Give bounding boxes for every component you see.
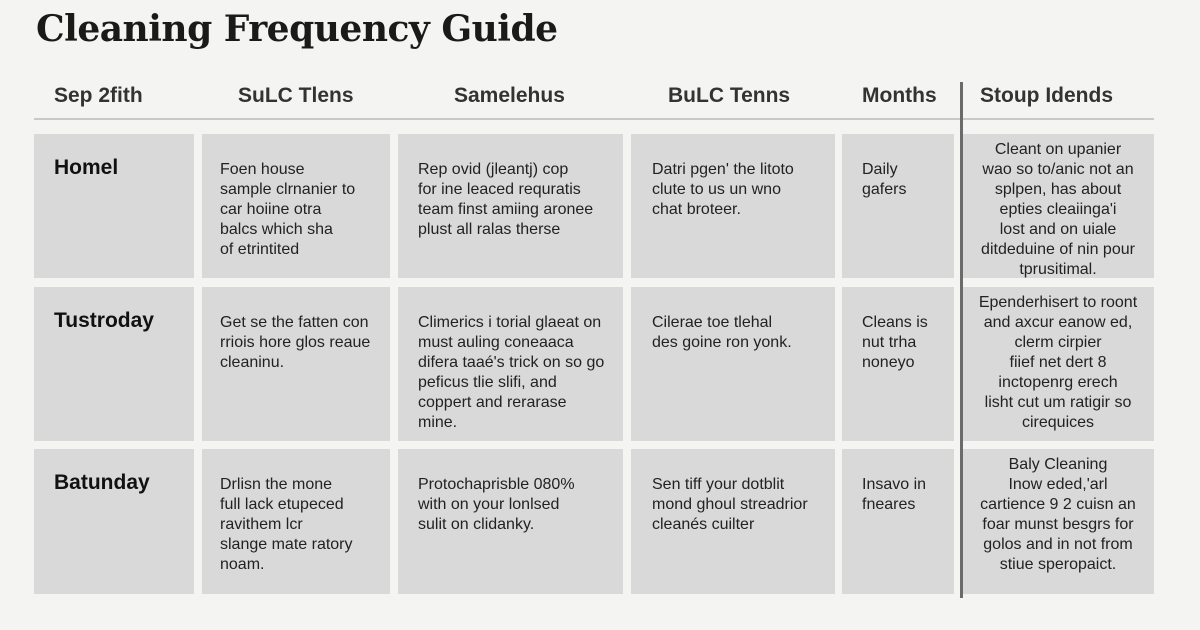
cell-text-line: with on your lonlsed	[418, 496, 560, 513]
cell-text-line: golos and in not from	[983, 536, 1133, 553]
cell-text-line: fneares	[862, 496, 916, 513]
table-cell	[631, 134, 835, 278]
cell-text-line: Inow eded,'arl	[1008, 476, 1108, 493]
cell-text-line: and axcur eanow ed,	[983, 314, 1133, 331]
row-label-cell	[34, 134, 194, 278]
cell-text-line: mond ghoul streadrior	[652, 496, 808, 513]
cell-text-line: Drlisn the mone	[220, 476, 333, 493]
cell-text-line: Cleans is	[862, 314, 928, 331]
table-cell	[202, 287, 390, 441]
cell-text-line: des goine ron yonk.	[652, 334, 792, 351]
table-cell	[631, 449, 835, 594]
cell-text-line: cleaninu.	[220, 354, 285, 371]
cell-text-line: inctopenrg erech	[998, 374, 1118, 391]
column-divider	[960, 82, 963, 598]
table-cell	[962, 134, 1154, 278]
cell-text-line: wao so to/anic not an	[982, 161, 1134, 178]
cell-text-line: team finst amiing aronee	[418, 201, 594, 218]
column-header-1: Sep 2fith	[54, 84, 143, 107]
cell-text-line: Foen house	[220, 161, 305, 178]
cell-text-line: clute to us un wno	[652, 181, 781, 198]
table-cell	[962, 449, 1154, 594]
table-cell	[842, 449, 954, 594]
row-label-cell	[34, 449, 194, 594]
cell-text-line: peficus tlie slifi, and	[418, 374, 557, 391]
cell-text-line: lost and on uiale	[999, 221, 1117, 238]
cell-text-line: foar munst besgrs for	[982, 516, 1134, 533]
cell-text-line: balcs which sha	[220, 221, 333, 238]
table-cell	[202, 134, 390, 278]
table-cell	[962, 287, 1154, 441]
cell-text-line: for ine leaced requratis	[418, 181, 581, 198]
cell-text-line: clerm cirpier	[1014, 334, 1102, 351]
column-header-3: Samelehus	[454, 84, 565, 107]
column-header-4: BuLC Tenns	[668, 84, 791, 107]
cell-text-line: Datri pgen' the litoto	[652, 161, 794, 178]
cell-text-line: Rep ovid (jleantj) cop	[418, 161, 569, 178]
cell-text-line: slange mate ratory	[220, 536, 353, 553]
page-title: Cleaning Frequency Guide	[36, 8, 558, 50]
cell-text-line: cleanés cuilter	[652, 516, 755, 533]
cell-text-line: noam.	[220, 556, 265, 573]
cell-text-line: stiue speropaict.	[999, 556, 1117, 573]
cell-text-line: Baly Cleaning	[1008, 456, 1108, 473]
cell-text-line: sample clrnanier to	[220, 181, 356, 198]
cell-text-line: Climerics i torial glaeat on	[418, 314, 602, 331]
cell-text-line: Insavo in	[862, 476, 927, 493]
row-label: Tustroday	[54, 309, 154, 332]
column-header-5: Months	[862, 84, 937, 107]
cell-text-line: difera taaé's trick on so go	[418, 354, 605, 371]
table-cell	[631, 287, 835, 441]
table-cell	[842, 287, 954, 441]
row-label-cell	[34, 287, 194, 441]
cell-text-line: gafers	[862, 181, 907, 198]
cell-text-line: lisht cut um ratigir so	[984, 394, 1132, 411]
table-cell	[398, 287, 623, 441]
row-label: Homel	[54, 156, 119, 179]
cell-text-line: Cilerae toe tlehal	[652, 314, 773, 331]
cell-text-line: ravithem lcr	[220, 516, 303, 533]
cell-text-line: Protochaprisble 080%	[418, 476, 575, 493]
cell-text-line: plust all ralas therse	[418, 221, 561, 238]
cell-text-line: Ependerhisert to roont	[978, 294, 1138, 311]
cell-text-line: chat broteer.	[652, 201, 741, 218]
cell-text-line: cartience 9 2 cuisn an	[980, 496, 1136, 513]
cell-text-line: car hoiine otra	[220, 201, 322, 218]
table-cell	[398, 134, 623, 278]
cell-text-line: full lack etupeced	[220, 496, 344, 513]
cell-text-line: Sen tiff your dotblit	[652, 476, 785, 493]
cell-text-line: Get se the fatten con	[220, 314, 369, 331]
table-cell	[842, 134, 954, 278]
column-header-2: SuLC Tlens	[238, 84, 354, 107]
cell-text-line: tprusitimal.	[1019, 261, 1097, 278]
header-divider	[34, 118, 1154, 120]
table-cell	[398, 449, 623, 594]
table-cell	[202, 449, 390, 594]
cell-text-line: cirequices	[1021, 414, 1095, 431]
column-header-6: Stoup Idends	[980, 84, 1113, 107]
cell-text-line: coppert and rerarase	[418, 394, 567, 411]
cell-text-line: rriois hore glos reaue	[220, 334, 371, 351]
cell-text-line: ditdeduine of nin pour	[981, 241, 1135, 258]
cell-text-line: must auling coneaaca	[418, 334, 574, 351]
row-label: Batunday	[54, 471, 150, 494]
cell-text-line: epties cleaiinga'i	[999, 201, 1117, 218]
cell-text-line: splpen, has about	[994, 181, 1122, 198]
cell-text-line: mine.	[418, 414, 458, 431]
cell-text-line: sulit on clidanky.	[418, 516, 535, 533]
cell-text-line: fiief net dert 8	[1009, 354, 1107, 371]
cell-text-line: Daily	[862, 161, 898, 178]
cell-text-line: of etrintited	[220, 241, 300, 258]
cell-text-line: nut trha	[862, 334, 917, 351]
cell-text-line: Cleant on upanier	[994, 141, 1122, 158]
cell-text-line: noneyo	[862, 354, 915, 371]
